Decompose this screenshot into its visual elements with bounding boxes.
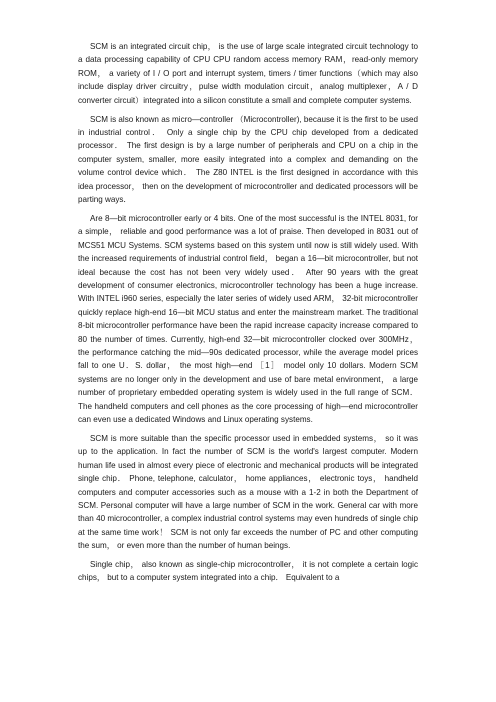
paragraph-5: Single chip， also known as single-chip microcontroller， it is not complete a certain logic chips， but to a computer system integrated into a chip． Equivalent to a — [78, 560, 418, 583]
paragraph-1: SCM is an integrated circuit chip， is the use of large scale integrated circuit technology to a data processing capability of CPU CPU random access memory RAM，read-only memory ROM， a variety of I / O port and interrupt system, timers / timer functions（which may also include display driver circuitry，pulse width modulation circuit，analog multiplexer，A / D converter circuit）integrated into a silicon constitute a small and complete computer systems. — [78, 42, 418, 105]
document-page — [78, 40, 418, 590]
paragraph-3: Are 8—bit microcontroller early or 4 bits. One of the most successful is the INTEL 8031, for a simple， reliable and good performance was a lot of praise. Then developed in 8031 out of MCS51 MCU Systems. SCM systems based on this system until now is still widely used. With the increased requirements of industrial control field， began a 16—bit microcontroller, but not ideal because the cost has not been very widely used． After 90 years with the great development of consumer electronics, microcontroller technology has been a huge increase. With INTEL i960 series, especially the later series of widely used ARM， 32-bit microcontroller quickly replace high-end 16—bit MCU status and enter the mainstream market. The traditional 8-bit microcontroller performance have been the rapid increase capacity increase compared to 80 the number of times. Currently, high-end 32—bit microcontroller clocked over 300MHz， the performance catching the mid—90s dedicated processor, while the average model prices fall to one U．S. dollar， the most high—end ［1］ model only 10 dollars. Modern SCM systems are no longer only in the development and use of bare metal environment， a large number of proprietary embedded operating system is widely used in the full range of SCM． The handheld computers and cell phones as the core processing of high—end microcontroller can even use a dedicated Windows and Linux operating systems. — [78, 213, 418, 424]
paragraph-4: SCM is more suitable than the specific processor used in embedded systems， so it was up to the application. In fact the number of SCM is the world's largest computer. Modern human life used in almost every piece of electronic and mechanical products will be integrated single chip． Phone, telephone, calculator， home appliances， electronic toys， handheld computers and computer accessories such as a mouse with a 1-2 in both the Department of SCM. Personal computer will have a large number of SCM in the work. General car with more than 40 microcontroller, a complex industrial control systems may even hundreds of single chip at the same time work！ SCM is not only far exceeds the number of PC and other computing the sum， or even more than the number of human beings. — [78, 433, 418, 551]
paragraph-2: SCM is also known as micro—controller （Microcontroller), because it is the first to be used in industrial control． Only a single chip by the CPU chip developed from a dedicated processor． The first design is by a large number of peripherals and CPU on a chip in the computer system, smaller, more easily integrated into a complex and demanding on the volume control device which． The Z80 INTEL is the first designed in accordance with this idea processor， then on the development of microcontroller and dedicated processors will be parting ways． — [78, 114, 418, 204]
